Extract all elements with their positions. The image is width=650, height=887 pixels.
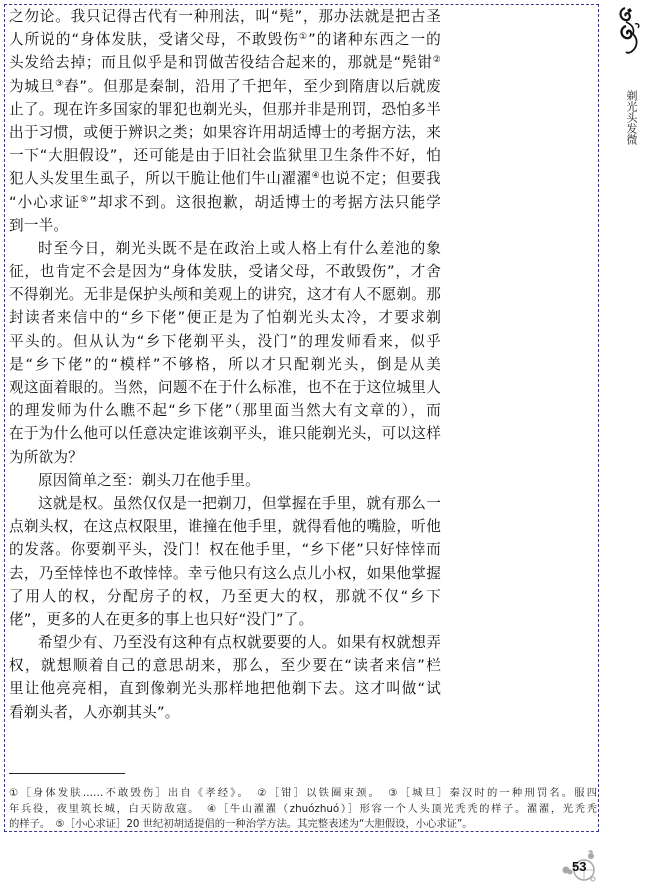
- text-line: 征，也肯定不会是因为“身体发肤，受诸父母，不敢毁伤”，才舍: [9, 263, 441, 281]
- text-segment: 为城旦: [9, 77, 56, 95]
- text-line: 权，就想顺着自己的意思胡来，那么，至少要在“读者来信”栏: [9, 657, 441, 675]
- footnote-line: 年兵役，夜里筑长城，白天防敌寇。 ④［牛山濯濯（zhuózhuó）］形容一个人头顶光秃秃的样子。濯濯，光秃秃: [9, 802, 597, 815]
- text-line: [9, 51, 441, 74]
- text-line: 点剃头权，在这点权限里，谁撞在他手里，就得看他的嘴脸，听他: [9, 518, 441, 536]
- body-text: [9, 5, 441, 724]
- text-line: 时至今日，剃光头既不是在政治上或人格上有什么差池的象: [38, 239, 441, 257]
- text-segment: ”却求不到。这很抱歉，胡适博士的考据方法只能学: [89, 193, 441, 211]
- text-line: 希望少有、乃至没有这种有点权就要要的人。如果有权就想弄: [38, 634, 441, 652]
- text-segment: “小心求证: [9, 193, 81, 211]
- text-line: 到一半。: [9, 216, 69, 234]
- page-number-badge: [560, 848, 600, 884]
- text-segment: 人所说的“身体发肤，受诸父母，不敢毁伤: [9, 31, 300, 49]
- text-line: 为所欲为？: [9, 448, 83, 466]
- footnote-marker: ①: [299, 32, 309, 43]
- text-line: 止了。现在许多国家的罪犯也剃光头，但那并非是刑罚，恐怕多半: [9, 100, 441, 118]
- footnote-marker: ⑤: [80, 194, 90, 205]
- text-line: 在于为什么他可以任意决定谁该剃平头，谁只能剃光头，可以这样: [9, 425, 441, 443]
- footnote-marker: ②: [432, 55, 441, 66]
- text-line: 了用人的权，分配房子的权，乃至更大的权，那就不仅“乡下: [9, 587, 441, 605]
- footnote-line: ①［身体发肤……不敢毁伤］出自《孝经》。 ②［钳］以铁圈束颈。 ③［城旦］秦汉时的一种刑罚名。服四: [9, 787, 597, 799]
- text-line: 佬”，更多的人在更多的事上也只好“没门”了。: [9, 610, 314, 628]
- footnotes: [9, 786, 597, 833]
- text-line: 原因简单之至：剃头刀在他手里。: [38, 471, 260, 489]
- text-line: [9, 75, 441, 98]
- text-line: [9, 167, 441, 190]
- text-line: 是“乡下佬”的“模样”不够格，所以才只配剃光头，倒是从美: [9, 355, 441, 373]
- running-header-title: 剃光头发微: [625, 90, 638, 145]
- text-line: 去，乃至悻悻也不敢悻悻。幸亏他只有这么点儿小权，如果他掌握: [9, 564, 441, 582]
- text-line: 的发落。你要剃平头，没门！权在他手里，“乡下佬”只好悻悻而: [9, 541, 441, 559]
- text-line: 这就是权。虽然仅仅是一把剃刀，但掌握在手里，就有那么一: [38, 494, 441, 512]
- text-segment: 头发给去掉；而且似乎是和罚做苦役结合起来的，那就是“髡钳: [9, 54, 433, 72]
- text-line: 之勿论。我只记得古代有一种刑法，叫“髡”，那办法就是把古圣: [9, 8, 441, 25]
- floral-ornament-icon: [617, 4, 643, 56]
- text-line: 出于习惯，或便于辨识之类；如果容许用胡适博士的考据方法，来: [9, 123, 441, 141]
- footnote-line: 的样子。 ⑤［小心求证］20 世纪初胡适提倡的一种治学方法。其完整表述为“大胆假设，小心求证”。: [9, 818, 473, 830]
- text-line: 平头的。但从认为“乡下佬剃平头，没门”的理发师看来，似乎: [9, 332, 441, 350]
- text-line: 观这面着眼的。当然，问题不在于什么标准，也不在于这位城里人: [9, 379, 441, 396]
- footnote-marker: ③: [55, 78, 65, 89]
- text-line: 看剃头者，人亦剃其头”。: [9, 703, 180, 721]
- text-line: [9, 191, 441, 214]
- text-line: [9, 28, 441, 51]
- text-segment: 也说不定；但要我: [320, 170, 441, 188]
- footnote-marker: ④: [311, 171, 321, 182]
- page-number: 53: [572, 859, 587, 874]
- text-line: 封读者来信中的“乡下佬”便正是为了怕剃光头太冷，才要求剃: [9, 309, 441, 327]
- text-line: 里让他亮亮相，直到像剃光头那样地把他剃下去。这才叫做“试: [9, 680, 441, 698]
- footnote-separator: [9, 773, 125, 774]
- text-segment: 犯人头发里生虱子，所以干脆让他们牛山濯濯: [9, 170, 312, 188]
- text-segment: 舂”。但那是秦制，沿用了千把年，至少到隋唐以后就废: [64, 77, 441, 95]
- text-line: 一下“大胆假设”，还可能是由于旧社会监狱里卫生条件不好，怕: [9, 147, 441, 165]
- text-line: 的理发师为什么瞧不起“乡下佬”（那里面当然大有文章的），而: [9, 402, 441, 420]
- text-line: 不得剃光。无非是保护头颅和美观上的讲究，这才有人不愿剃。那: [9, 286, 441, 304]
- text-segment: ”的诸种东西之一的: [308, 31, 441, 49]
